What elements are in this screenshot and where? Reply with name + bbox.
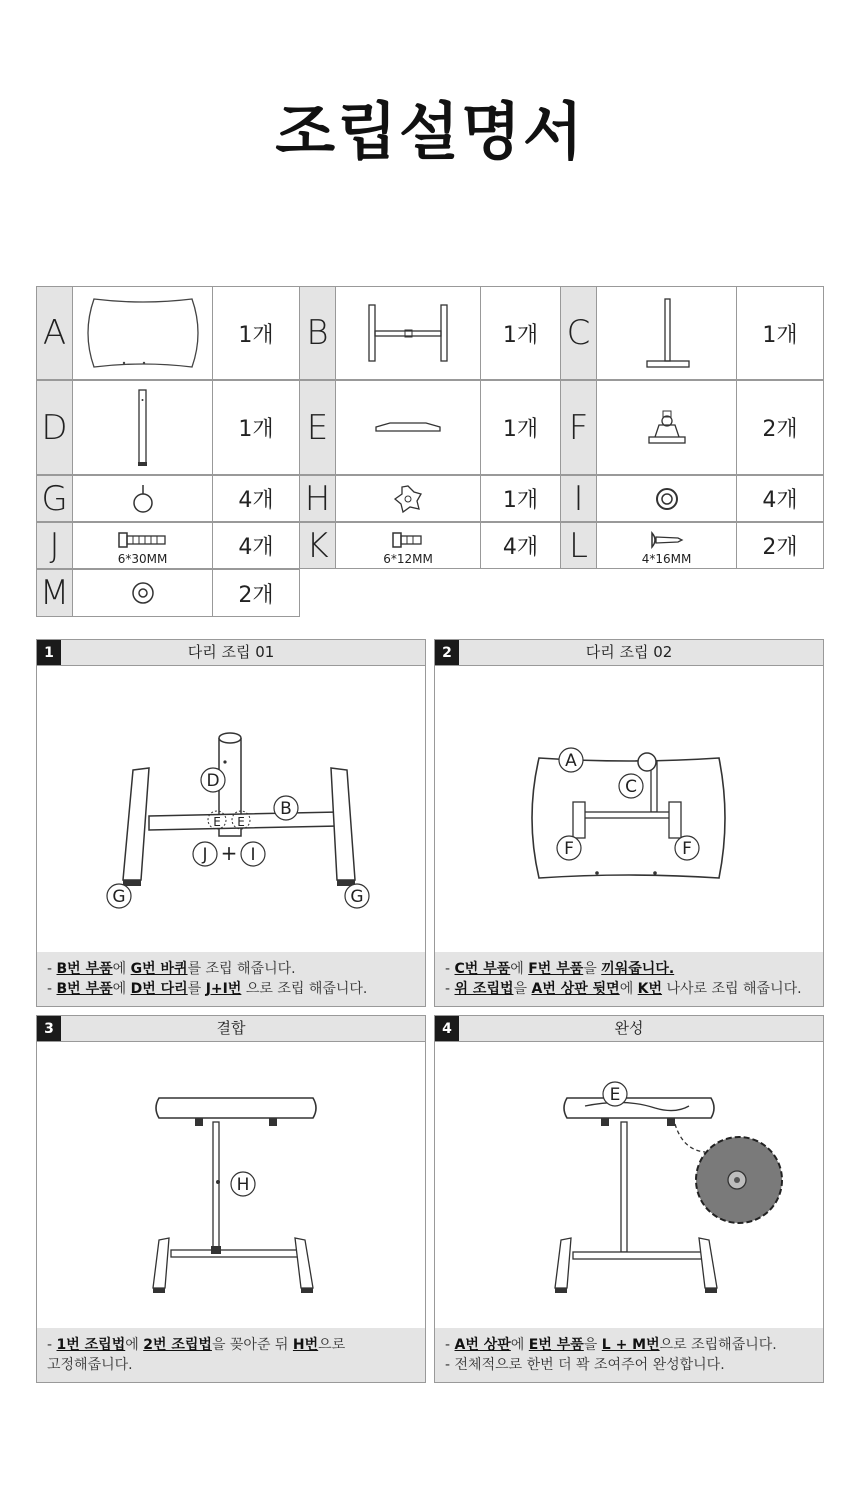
part-spec: 4*16MM xyxy=(641,552,692,566)
label-f: F xyxy=(564,839,574,859)
part-image-caster-wheel xyxy=(73,476,213,521)
part-letter: M xyxy=(37,570,73,616)
part-f xyxy=(560,380,824,475)
part-image-t-bar xyxy=(597,287,737,379)
part-qty: 1개 xyxy=(762,322,798,348)
step-header xyxy=(37,640,425,666)
part-image-edge-strip xyxy=(336,381,481,474)
part-qty: 2개 xyxy=(762,535,798,560)
part-image-nut xyxy=(597,476,737,521)
part-qty: 4개 xyxy=(238,488,274,513)
instruction-line: - B번 부품에 G번 바퀴를 조립 해줍니다. xyxy=(47,961,296,977)
label-b: B xyxy=(280,799,292,819)
part-image-screw xyxy=(597,523,737,568)
label-a: A xyxy=(565,751,577,771)
part-image-bracket xyxy=(597,381,737,474)
step-instructions xyxy=(37,952,425,1006)
part-letter: G xyxy=(37,476,73,521)
label-e: E xyxy=(609,1085,621,1105)
part-letter: L xyxy=(561,523,597,568)
label-d: D xyxy=(206,771,220,791)
instruction-line: - C번 부품에 F번 부품을 끼워줍니다. xyxy=(445,961,675,977)
step-header xyxy=(435,1016,823,1042)
label-f: F xyxy=(682,839,692,859)
part-qty: 4개 xyxy=(238,535,274,560)
part-a xyxy=(36,286,300,380)
part-letter: A xyxy=(37,287,73,379)
step-title: 결합 xyxy=(216,1019,246,1037)
step-number-badge: 4 xyxy=(435,1016,459,1041)
step-figure xyxy=(37,666,425,952)
label-h: H xyxy=(236,1175,250,1195)
part-image-short-bolt xyxy=(336,523,481,568)
instruction-line: - B번 부품에 D번 다리를 J+I번 으로 조립 해줍니다. xyxy=(47,981,368,997)
part-qty: 1개 xyxy=(238,417,274,442)
part-qty: 1개 xyxy=(238,322,274,348)
instruction-line: 고정해줍니다. xyxy=(47,1357,133,1373)
step-header xyxy=(37,1016,425,1042)
part-c xyxy=(560,286,824,380)
part-spec: 6*30MM xyxy=(117,552,168,566)
step-title: 다리 조립 02 xyxy=(585,643,673,661)
part-letter: H xyxy=(300,476,336,521)
part-image-knob xyxy=(336,476,481,521)
part-letter: F xyxy=(561,381,597,474)
label-i: I xyxy=(250,845,256,865)
label-j: J xyxy=(202,845,208,865)
part-qty: 2개 xyxy=(238,582,274,608)
label-g: G xyxy=(350,887,364,907)
label-g: G xyxy=(112,887,126,907)
part-image-long-bolt xyxy=(73,523,213,568)
part-image-tabletop xyxy=(73,287,213,379)
step-number-badge: 3 xyxy=(37,1016,61,1041)
part-qty: 4개 xyxy=(762,488,798,513)
instruction-line: - 1번 조립법에 2번 조립법을 꽂아준 뒤 H번으로 xyxy=(47,1337,346,1353)
step-instructions xyxy=(37,1328,425,1382)
part-j xyxy=(36,522,300,569)
part-h xyxy=(299,475,561,522)
part-k xyxy=(299,522,561,569)
part-image-base-frame xyxy=(336,287,481,379)
step-panel-4 xyxy=(434,1015,824,1383)
step-instructions xyxy=(435,1328,823,1382)
part-image-leg-pole xyxy=(73,381,213,474)
part-letter: K xyxy=(300,523,336,568)
part-e xyxy=(299,380,561,475)
label-c: C xyxy=(625,777,637,797)
step-number-badge: 2 xyxy=(435,640,459,665)
step-panel-3 xyxy=(36,1015,426,1383)
part-d xyxy=(36,380,300,475)
part-qty: 1개 xyxy=(502,417,539,442)
part-qty: 1개 xyxy=(502,488,539,513)
label-e1: E xyxy=(213,815,221,829)
step-panel-2 xyxy=(434,639,824,1007)
part-qty: 2개 xyxy=(762,417,798,442)
step-instructions xyxy=(435,952,823,1006)
part-letter: I xyxy=(561,476,597,521)
part-qty: 1개 xyxy=(502,322,539,348)
part-image-washer xyxy=(73,570,213,616)
part-letter: D xyxy=(37,381,73,474)
part-spec: 6*12MM xyxy=(383,552,433,566)
step-number-badge: 1 xyxy=(37,640,61,665)
part-m xyxy=(36,569,300,617)
label-plus: + xyxy=(220,841,238,865)
part-letter: E xyxy=(300,381,336,474)
part-letter: C xyxy=(561,287,597,379)
step-figure xyxy=(435,666,823,952)
instruction-line: - A번 상판에 E번 부품을 L + M번으로 조립해줍니다. xyxy=(445,1337,777,1353)
step-header xyxy=(435,640,823,666)
parts-table xyxy=(36,286,824,617)
part-i xyxy=(560,475,824,522)
page-title: 조립설명서 xyxy=(275,95,585,168)
part-letter: B xyxy=(300,287,336,379)
instruction-line: - 위 조립법을 A번 상판 뒷면에 K번 나사로 조립 해줍니다. xyxy=(445,981,802,997)
part-letter: J xyxy=(37,523,73,568)
instruction-line: - 전체적으로 한번 더 꽉 조여주어 완성합니다. xyxy=(445,1357,725,1373)
part-g xyxy=(36,475,300,522)
step-title: 완성 xyxy=(614,1019,644,1037)
part-qty: 4개 xyxy=(502,535,539,560)
part-b xyxy=(299,286,561,380)
label-e2: E xyxy=(237,815,245,829)
step-title: 다리 조립 01 xyxy=(187,643,275,661)
step-figure xyxy=(435,1042,823,1328)
step-panel-1 xyxy=(36,639,426,1007)
part-l xyxy=(560,522,824,569)
step-figure xyxy=(37,1042,425,1328)
